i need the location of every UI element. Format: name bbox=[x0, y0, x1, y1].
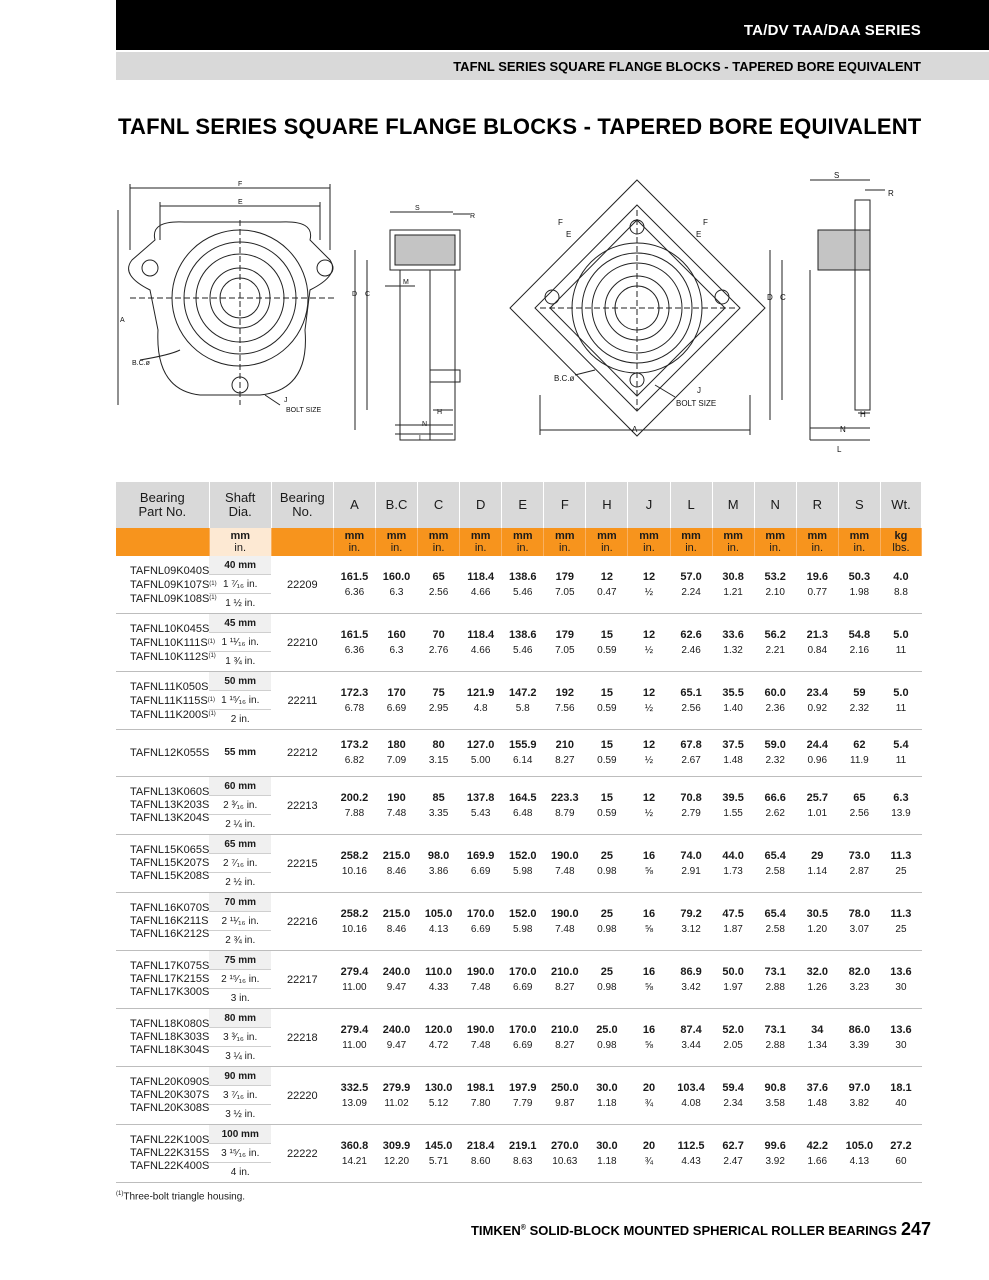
label-j-square: J bbox=[697, 386, 701, 395]
series-title: TA/DV TAA/DAA SERIES bbox=[743, 22, 921, 39]
unit-header: mm in. bbox=[209, 528, 271, 556]
value-cell: 44.0 1.73 bbox=[722, 849, 744, 877]
value-cell: 65 2.56 bbox=[428, 570, 449, 598]
value-cell: 145.0 5.71 bbox=[424, 1139, 453, 1167]
value-cell: 54.8 2.16 bbox=[848, 628, 871, 656]
table-units-row bbox=[116, 528, 922, 556]
part-numbers-cell: TAFNL17K075S TAFNL17K215S TAFNL17K300S bbox=[130, 960, 210, 998]
shaft-dia-cell: 100 mm 3 ¹⁵⁄₁₆ in. 4 in. bbox=[209, 1125, 271, 1183]
value-cell: 59.4 2.34 bbox=[722, 1081, 744, 1109]
table-row bbox=[116, 951, 922, 1009]
unit-header: mm in. bbox=[544, 528, 586, 556]
shaft-dia-cell: 45 mm 1 ¹¹⁄₁₆ in. 1 ¾ in. bbox=[209, 614, 271, 672]
value-cell: 360.8 14.21 bbox=[340, 1139, 369, 1167]
value-cell: 170.0 6.69 bbox=[466, 907, 495, 935]
value-cell: 62.6 2.46 bbox=[680, 628, 702, 656]
value-cell: 37.5 1.48 bbox=[722, 739, 744, 766]
value-cell: 73.1 2.88 bbox=[764, 965, 786, 993]
unit-header: mm in. bbox=[502, 528, 544, 556]
unit-header: mm in. bbox=[460, 528, 502, 556]
value-cell: 190.0 7.48 bbox=[466, 1023, 495, 1051]
value-cell: 138.6 5.46 bbox=[508, 628, 537, 656]
value-cell: 30.5 1.20 bbox=[806, 907, 828, 935]
column-header: R bbox=[796, 482, 838, 528]
part-numbers-cell: TAFNL10K045S $TAFNL10K111S^{(1)}$ $TAFNL10K112S^{(1)}$ bbox=[130, 622, 216, 663]
label-s: S bbox=[415, 205, 420, 212]
value-cell: 80 3.15 bbox=[428, 739, 449, 766]
shaft-dia-cell: 50 mm 1 ¹⁵⁄₁₆ in. 2 in. bbox=[209, 672, 271, 730]
value-cell: 4.0 8.8 bbox=[893, 570, 909, 598]
table-row bbox=[116, 730, 922, 777]
value-cell: 12 ½ bbox=[642, 628, 656, 656]
value-cell: 103.4 4.08 bbox=[677, 1081, 705, 1109]
value-cell: 190.0 7.48 bbox=[551, 907, 579, 935]
label-e-right: E bbox=[696, 230, 702, 239]
value-cell: 12 0.47 bbox=[597, 570, 617, 598]
part-numbers-cell: TAFNL16K070S TAFNL16K211S TAFNL16K212S bbox=[130, 902, 210, 940]
value-cell: 161.5 6.36 bbox=[340, 570, 369, 598]
triangle-flange-front-drawing bbox=[110, 180, 340, 420]
footnote: $^{(1)}$Three-bolt triangle housing. bbox=[116, 1191, 246, 1203]
value-cell: 35.5 1.40 bbox=[722, 686, 744, 714]
value-cell: 127.0 5.00 bbox=[466, 739, 495, 766]
label-bc-square: B.C.ø bbox=[554, 374, 575, 383]
value-cell: 258.2 10.16 bbox=[340, 907, 369, 935]
value-cell: 15 0.59 bbox=[597, 739, 617, 766]
value-cell: 120.0 4.72 bbox=[424, 1023, 453, 1051]
value-cell: 192 7.56 bbox=[555, 686, 575, 714]
table-row bbox=[116, 672, 922, 730]
value-cell: 25.7 1.01 bbox=[806, 791, 828, 819]
bearing-number-cell: 22211 bbox=[287, 694, 318, 707]
unit-header bbox=[116, 528, 209, 556]
value-cell: 42.2 1.66 bbox=[806, 1139, 828, 1167]
label-f: F bbox=[238, 181, 243, 188]
label-n: N bbox=[422, 421, 428, 428]
column-header: B.C bbox=[375, 482, 417, 528]
value-cell: 24.4 0.96 bbox=[806, 739, 828, 766]
value-cell: 50.0 1.97 bbox=[722, 965, 744, 993]
value-cell: 138.6 5.46 bbox=[508, 570, 537, 598]
page-number: 247 bbox=[900, 1219, 931, 1239]
value-cell: 60.0 2.36 bbox=[764, 686, 786, 714]
value-cell: 332.5 13.09 bbox=[340, 1081, 369, 1109]
column-header: F bbox=[544, 482, 586, 528]
table-row bbox=[116, 777, 922, 835]
label-j: J bbox=[284, 397, 288, 404]
dimensions-table bbox=[116, 482, 922, 1183]
value-cell: 23.4 0.92 bbox=[806, 686, 828, 714]
shaft-dia-cell: 55 mm bbox=[209, 730, 271, 777]
value-cell: 170.0 6.69 bbox=[508, 1023, 537, 1051]
subtitle-header-bar bbox=[116, 52, 989, 80]
value-cell: 75 2.95 bbox=[428, 686, 449, 714]
table-row bbox=[116, 835, 922, 893]
label-h: H bbox=[437, 409, 443, 416]
value-cell: 118.4 4.66 bbox=[467, 628, 495, 656]
value-cell: 65 2.56 bbox=[849, 791, 870, 819]
table-row bbox=[116, 556, 922, 614]
value-cell: 20 ¾ bbox=[642, 1081, 656, 1109]
value-cell: 70 2.76 bbox=[428, 628, 449, 656]
page-footer: TIMKEN® SOLID-BLOCK MOUNTED SPHERICAL ROLLER BEARINGS 247 bbox=[470, 1219, 931, 1239]
column-header: S bbox=[838, 482, 880, 528]
value-cell: 16 ⅝ bbox=[642, 907, 656, 935]
value-cell: 53.2 2.10 bbox=[764, 570, 786, 598]
value-cell: 130.0 5.12 bbox=[424, 1081, 453, 1109]
value-cell: 279.9 11.02 bbox=[382, 1081, 411, 1109]
value-cell: 223.3 8.79 bbox=[551, 791, 579, 819]
shaft-dia-cell: 65 mm 2 ⁷⁄₁₆ in. 2 ½ in. bbox=[209, 835, 271, 893]
value-cell: 180 7.09 bbox=[386, 739, 407, 766]
label-c: C bbox=[365, 291, 371, 298]
triangle-flange-side-drawing bbox=[345, 200, 485, 445]
value-cell: 56.2 2.21 bbox=[764, 628, 786, 656]
value-cell: 13.6 30 bbox=[890, 965, 912, 993]
value-cell: 50.3 1.98 bbox=[848, 570, 871, 598]
unit-header: mm in. bbox=[418, 528, 460, 556]
column-header: N bbox=[754, 482, 796, 528]
label-h-square: H bbox=[860, 410, 866, 419]
bearing-number-cell: 22216 bbox=[287, 915, 318, 928]
value-cell: 21.3 0.84 bbox=[806, 628, 828, 656]
value-cell: 12 ½ bbox=[642, 739, 656, 766]
value-cell: 210.0 8.27 bbox=[551, 1023, 579, 1051]
value-cell: 13.6 30 bbox=[890, 1023, 912, 1051]
column-header: Bearing No. bbox=[271, 482, 333, 528]
series-header-bar bbox=[116, 0, 989, 50]
part-numbers-cell: TAFNL11K050S $TAFNL11K115S^{(1)}$ $TAFNL11K200S^{(1)}$ bbox=[130, 680, 216, 721]
part-numbers-cell: TAFNL18K080S TAFNL18K303S TAFNL18K304S bbox=[130, 1018, 210, 1056]
value-cell: 11.3 25 bbox=[890, 849, 912, 877]
value-cell: 240.0 9.47 bbox=[382, 1023, 411, 1051]
value-cell: 87.4 3.44 bbox=[680, 1023, 702, 1051]
value-cell: 82.0 3.23 bbox=[848, 965, 871, 993]
value-cell: 27.2 60 bbox=[890, 1139, 912, 1167]
value-cell: 169.9 6.69 bbox=[466, 849, 495, 877]
value-cell: 73.0 2.87 bbox=[848, 849, 871, 877]
part-numbers-cell: TAFNL22K100S TAFNL22K315S TAFNL22K400S bbox=[130, 1134, 210, 1172]
value-cell: 6.3 13.9 bbox=[891, 791, 911, 819]
label-s-square: S bbox=[834, 171, 840, 180]
value-cell: 11.3 25 bbox=[890, 907, 912, 935]
column-header: Shaft Dia. bbox=[209, 482, 271, 528]
value-cell: 79.2 3.12 bbox=[680, 907, 702, 935]
label-a: A bbox=[120, 317, 125, 324]
value-cell: 65.4 2.58 bbox=[764, 907, 786, 935]
unit-header: mm in. bbox=[628, 528, 670, 556]
value-cell: 19.6 0.77 bbox=[806, 570, 828, 598]
bearing-number-cell: 22215 bbox=[287, 857, 318, 870]
value-cell: 12 ½ bbox=[642, 570, 656, 598]
value-cell: 5.0 11 bbox=[893, 686, 909, 714]
label-bolt-size: BOLT SIZE bbox=[286, 407, 322, 414]
bearing-number-cell: 22218 bbox=[287, 1031, 318, 1044]
shaft-dia-cell: 70 mm 2 ¹¹⁄₁₆ in. 2 ¾ in. bbox=[209, 893, 271, 951]
value-cell: 25 0.98 bbox=[597, 907, 617, 935]
table-row bbox=[116, 893, 922, 951]
value-cell: 147.2 5.8 bbox=[508, 686, 537, 714]
subtitle-text: TAFNL SERIES SQUARE FLANGE BLOCKS - TAPERED BORE EQUIVALENT bbox=[453, 59, 921, 74]
value-cell: 33.6 1.32 bbox=[722, 628, 744, 656]
value-cell: 30.0 1.18 bbox=[596, 1139, 618, 1167]
bearing-number-cell: 22217 bbox=[287, 973, 318, 986]
label-c-square: C bbox=[780, 293, 786, 302]
value-cell: 190 7.48 bbox=[386, 791, 407, 819]
value-cell: 15 0.59 bbox=[597, 628, 617, 656]
value-cell: 12 ½ bbox=[642, 686, 656, 714]
shaft-dia-cell: 90 mm 3 ⁷⁄₁₆ in. 3 ½ in. bbox=[209, 1067, 271, 1125]
value-cell: 190.0 7.48 bbox=[466, 965, 495, 993]
part-numbers-cell: TAFNL13K060S TAFNL13K203S TAFNL13K204S bbox=[130, 786, 210, 824]
value-cell: 52.0 2.05 bbox=[722, 1023, 744, 1051]
value-cell: 179 7.05 bbox=[555, 628, 575, 656]
value-cell: 215.0 8.46 bbox=[382, 907, 411, 935]
value-cell: 137.8 5.43 bbox=[466, 791, 495, 819]
value-cell: 197.9 7.79 bbox=[508, 1081, 537, 1109]
value-cell: 173.2 6.82 bbox=[340, 739, 369, 766]
value-cell: 218.4 8.60 bbox=[466, 1139, 495, 1167]
value-cell: 15 0.59 bbox=[597, 686, 617, 714]
square-flange-front-drawing bbox=[500, 175, 775, 445]
value-cell: 62 11.9 bbox=[850, 739, 869, 766]
label-d: D bbox=[352, 291, 358, 298]
unit-header: mm in. bbox=[796, 528, 838, 556]
column-header: H bbox=[586, 482, 628, 528]
table-row bbox=[116, 614, 922, 672]
unit-header: kg lbs. bbox=[880, 528, 921, 556]
label-f-left: F bbox=[558, 218, 563, 227]
label-n-square: N bbox=[840, 425, 846, 434]
value-cell: 74.0 2.91 bbox=[680, 849, 702, 877]
value-cell: 34 1.34 bbox=[807, 1023, 828, 1051]
value-cell: 73.1 2.88 bbox=[764, 1023, 786, 1051]
label-e: E bbox=[238, 199, 243, 206]
page-title: TAFNL SERIES SQUARE FLANGE BLOCKS - TAPERED BORE EQUIVALENT bbox=[118, 114, 922, 139]
value-cell: 59.0 2.32 bbox=[764, 739, 786, 766]
value-cell: 90.8 3.58 bbox=[764, 1081, 786, 1109]
value-cell: 16 ⅝ bbox=[642, 849, 656, 877]
value-cell: 78.0 3.07 bbox=[848, 907, 871, 935]
column-header: M bbox=[712, 482, 754, 528]
value-cell: 112.5 4.43 bbox=[677, 1139, 705, 1167]
label-l-square: L bbox=[837, 445, 842, 454]
unit-header: mm in. bbox=[838, 528, 880, 556]
value-cell: 164.5 6.48 bbox=[508, 791, 537, 819]
unit-header: mm in. bbox=[712, 528, 754, 556]
value-cell: 210 8.27 bbox=[555, 739, 575, 766]
bearing-number-cell: 22209 bbox=[287, 578, 318, 591]
value-cell: 16 ⅝ bbox=[642, 965, 656, 993]
label-r-square: R bbox=[888, 189, 894, 198]
label-bolt-size-square: BOLT SIZE bbox=[676, 399, 717, 408]
value-cell: 65.4 2.58 bbox=[764, 849, 786, 877]
unit-header: mm in. bbox=[375, 528, 417, 556]
shaft-dia-cell: 75 mm 2 ¹⁵⁄₁₆ in. 3 in. bbox=[209, 951, 271, 1009]
value-cell: 152.0 5.98 bbox=[508, 849, 537, 877]
value-cell: 279.4 11.00 bbox=[340, 1023, 369, 1051]
value-cell: 250.0 9.87 bbox=[551, 1081, 579, 1109]
value-cell: 309.9 12.20 bbox=[382, 1139, 411, 1167]
table-row bbox=[116, 1067, 922, 1125]
shaft-dia-cell: 60 mm 2 ³⁄₁₆ in. 2 ¼ in. bbox=[209, 777, 271, 835]
column-header: C bbox=[418, 482, 460, 528]
label-r: R bbox=[470, 213, 476, 220]
value-cell: 200.2 7.88 bbox=[340, 791, 369, 819]
bearing-number-cell: 22222 bbox=[287, 1147, 318, 1160]
unit-header: mm in. bbox=[754, 528, 796, 556]
bearing-number-cell: 22213 bbox=[287, 799, 318, 812]
label-m: M bbox=[403, 279, 409, 286]
value-cell: 210.0 8.27 bbox=[551, 965, 579, 993]
shaft-dia-cell: 80 mm 3 ³⁄₁₆ in. 3 ¼ in. bbox=[209, 1009, 271, 1067]
bearing-number-cell: 22212 bbox=[287, 747, 318, 759]
column-header: E bbox=[502, 482, 544, 528]
value-cell: 32.0 1.26 bbox=[806, 965, 828, 993]
value-cell: 105.0 4.13 bbox=[424, 907, 453, 935]
table-header-row bbox=[116, 482, 922, 528]
value-cell: 18.1 40 bbox=[890, 1081, 912, 1109]
table-row bbox=[116, 1125, 922, 1183]
value-cell: 62.7 2.47 bbox=[722, 1139, 744, 1167]
label-d-square: D bbox=[767, 293, 773, 302]
value-cell: 47.5 1.87 bbox=[722, 907, 744, 935]
square-flange-side-drawing bbox=[760, 170, 900, 455]
value-cell: 179 7.05 bbox=[555, 570, 575, 598]
value-cell: 219.1 8.63 bbox=[508, 1139, 537, 1167]
value-cell: 5.4 11 bbox=[893, 739, 909, 766]
value-cell: 270.0 10.63 bbox=[551, 1139, 579, 1167]
part-numbers-cell: TAFNL12K055S bbox=[130, 747, 210, 759]
value-cell: 279.4 11.00 bbox=[340, 965, 369, 993]
table-body bbox=[116, 556, 922, 1183]
value-cell: 97.0 3.82 bbox=[848, 1081, 871, 1109]
column-header: J bbox=[628, 482, 670, 528]
value-cell: 20 ¾ bbox=[642, 1139, 656, 1167]
unit-header bbox=[271, 528, 333, 556]
column-header: Wt. bbox=[880, 482, 921, 528]
table-row bbox=[116, 1009, 922, 1067]
label-l: L bbox=[419, 435, 423, 442]
value-cell: 37.6 1.48 bbox=[806, 1081, 828, 1109]
bearing-number-cell: 22210 bbox=[287, 636, 318, 649]
value-cell: 152.0 5.98 bbox=[508, 907, 537, 935]
value-cell: 29 1.14 bbox=[807, 849, 828, 877]
value-cell: 170.0 6.69 bbox=[508, 965, 537, 993]
value-cell: 160 6.3 bbox=[387, 628, 406, 656]
label-bc: B.C.ø bbox=[132, 360, 150, 367]
label-e-left: E bbox=[566, 230, 572, 239]
value-cell: 39.5 1.55 bbox=[722, 791, 744, 819]
value-cell: 86.0 3.39 bbox=[848, 1023, 871, 1051]
part-numbers-cell: TAFNL15K065S TAFNL15K207S TAFNL15K208S bbox=[130, 844, 210, 882]
column-header: A bbox=[333, 482, 375, 528]
value-cell: 59 2.32 bbox=[849, 686, 870, 714]
column-header: L bbox=[670, 482, 712, 528]
value-cell: 160.0 6.3 bbox=[382, 570, 411, 598]
value-cell: 99.6 3.92 bbox=[764, 1139, 786, 1167]
value-cell: 172.3 6.78 bbox=[340, 686, 369, 714]
unit-header: mm in. bbox=[670, 528, 712, 556]
value-cell: 105.0 4.13 bbox=[845, 1139, 874, 1167]
part-numbers-cell: TAFNL20K090S TAFNL20K307S TAFNL20K308S bbox=[130, 1076, 210, 1114]
value-cell: 155.9 6.14 bbox=[508, 739, 537, 766]
label-f-right: F bbox=[703, 218, 708, 227]
value-cell: 85 3.35 bbox=[428, 791, 449, 819]
value-cell: 198.1 7.80 bbox=[466, 1081, 495, 1109]
value-cell: 86.9 3.42 bbox=[680, 965, 702, 993]
value-cell: 16 ⅝ bbox=[642, 1023, 656, 1051]
value-cell: 66.6 2.62 bbox=[764, 791, 786, 819]
value-cell: 67.8 2.67 bbox=[680, 739, 702, 766]
value-cell: 25 0.98 bbox=[597, 965, 617, 993]
value-cell: 240.0 9.47 bbox=[382, 965, 411, 993]
value-cell: 25 0.98 bbox=[597, 849, 617, 877]
value-cell: 65.1 2.56 bbox=[680, 686, 702, 714]
unit-header: mm in. bbox=[333, 528, 375, 556]
value-cell: 57.0 2.24 bbox=[680, 570, 702, 598]
value-cell: 12 ½ bbox=[642, 791, 656, 819]
value-cell: 121.9 4.8 bbox=[466, 686, 495, 714]
unit-header: mm in. bbox=[586, 528, 628, 556]
value-cell: 30.0 1.18 bbox=[596, 1081, 618, 1109]
bearing-number-cell: 22220 bbox=[287, 1089, 318, 1102]
value-cell: 70.8 2.79 bbox=[680, 791, 702, 819]
value-cell: 215.0 8.46 bbox=[382, 849, 411, 877]
label-a-square: A bbox=[632, 425, 638, 434]
value-cell: 190.0 7.48 bbox=[551, 849, 579, 877]
value-cell: 170 6.69 bbox=[386, 686, 407, 714]
value-cell: 258.2 10.16 bbox=[340, 849, 369, 877]
value-cell: 5.0 11 bbox=[893, 628, 909, 656]
value-cell: 161.5 6.36 bbox=[340, 628, 369, 656]
value-cell: 110.0 4.33 bbox=[425, 965, 453, 993]
shaft-dia-cell: 40 mm 1 ⁷⁄₁₆ in. 1 ½ in. bbox=[209, 556, 271, 614]
value-cell: 30.8 1.21 bbox=[722, 570, 744, 598]
column-header: Bearing Part No. bbox=[116, 482, 209, 528]
column-header: D bbox=[460, 482, 502, 528]
value-cell: 25.0 0.98 bbox=[596, 1023, 618, 1051]
part-numbers-cell: TAFNL09K040S $TAFNL09K107S^{(1)}$ $TAFNL09K108S^{(1)}$ bbox=[130, 564, 217, 605]
value-cell: 98.0 3.86 bbox=[427, 849, 450, 877]
value-cell: 15 0.59 bbox=[597, 791, 617, 819]
value-cell: 118.4 4.66 bbox=[467, 570, 495, 598]
